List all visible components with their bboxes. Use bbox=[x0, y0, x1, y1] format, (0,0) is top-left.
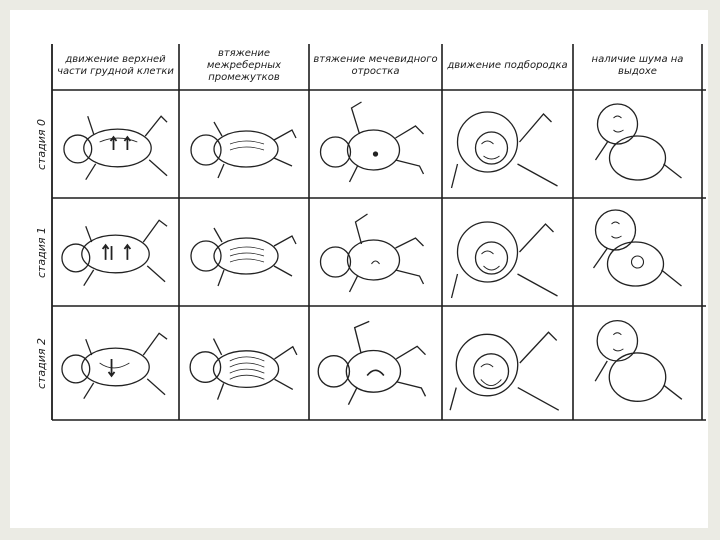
illustration-stage0-chin bbox=[446, 94, 569, 194]
illustration-stage0-grunting bbox=[577, 94, 698, 194]
column-header-intercostal-retraction: втяжение межреберных промежутков bbox=[206, 48, 282, 83]
illustration-stage0-xiphoid bbox=[313, 94, 438, 194]
slide bbox=[10, 10, 708, 528]
row-label-stage-0: стадия 0 bbox=[35, 118, 49, 170]
illustration-stage2-upper-chest bbox=[56, 310, 175, 416]
illustration-stage1-grunting bbox=[577, 202, 698, 302]
silverman-table bbox=[32, 44, 706, 424]
illustration-stage1-upper-chest bbox=[56, 202, 175, 302]
column-header-xiphoid-retraction: втяжение мечевидного отростка bbox=[313, 54, 438, 77]
column-header-upper-chest: движение верхней части грудной клетки bbox=[57, 54, 174, 77]
column-header-expiratory-grunting: наличие шума на выдохе bbox=[591, 54, 684, 77]
illustration-stage0-upper-chest bbox=[56, 94, 175, 194]
illustration-stage2-grunting bbox=[577, 310, 698, 416]
row-label-stage-1: стадия 1 bbox=[35, 226, 49, 278]
illustration-stage1-chin bbox=[446, 202, 569, 302]
illustration-stage1-xiphoid bbox=[313, 202, 438, 302]
illustration-stage2-intercostal bbox=[183, 310, 305, 416]
illustration-stage1-intercostal bbox=[183, 202, 305, 302]
illustration-stage2-chin bbox=[446, 310, 569, 416]
illustration-stage2-xiphoid bbox=[313, 310, 438, 416]
column-header-chin-movement: движение подбородка bbox=[447, 60, 568, 71]
illustration-stage0-intercostal bbox=[183, 94, 305, 194]
row-label-stage-2: стадия 2 bbox=[35, 337, 49, 389]
